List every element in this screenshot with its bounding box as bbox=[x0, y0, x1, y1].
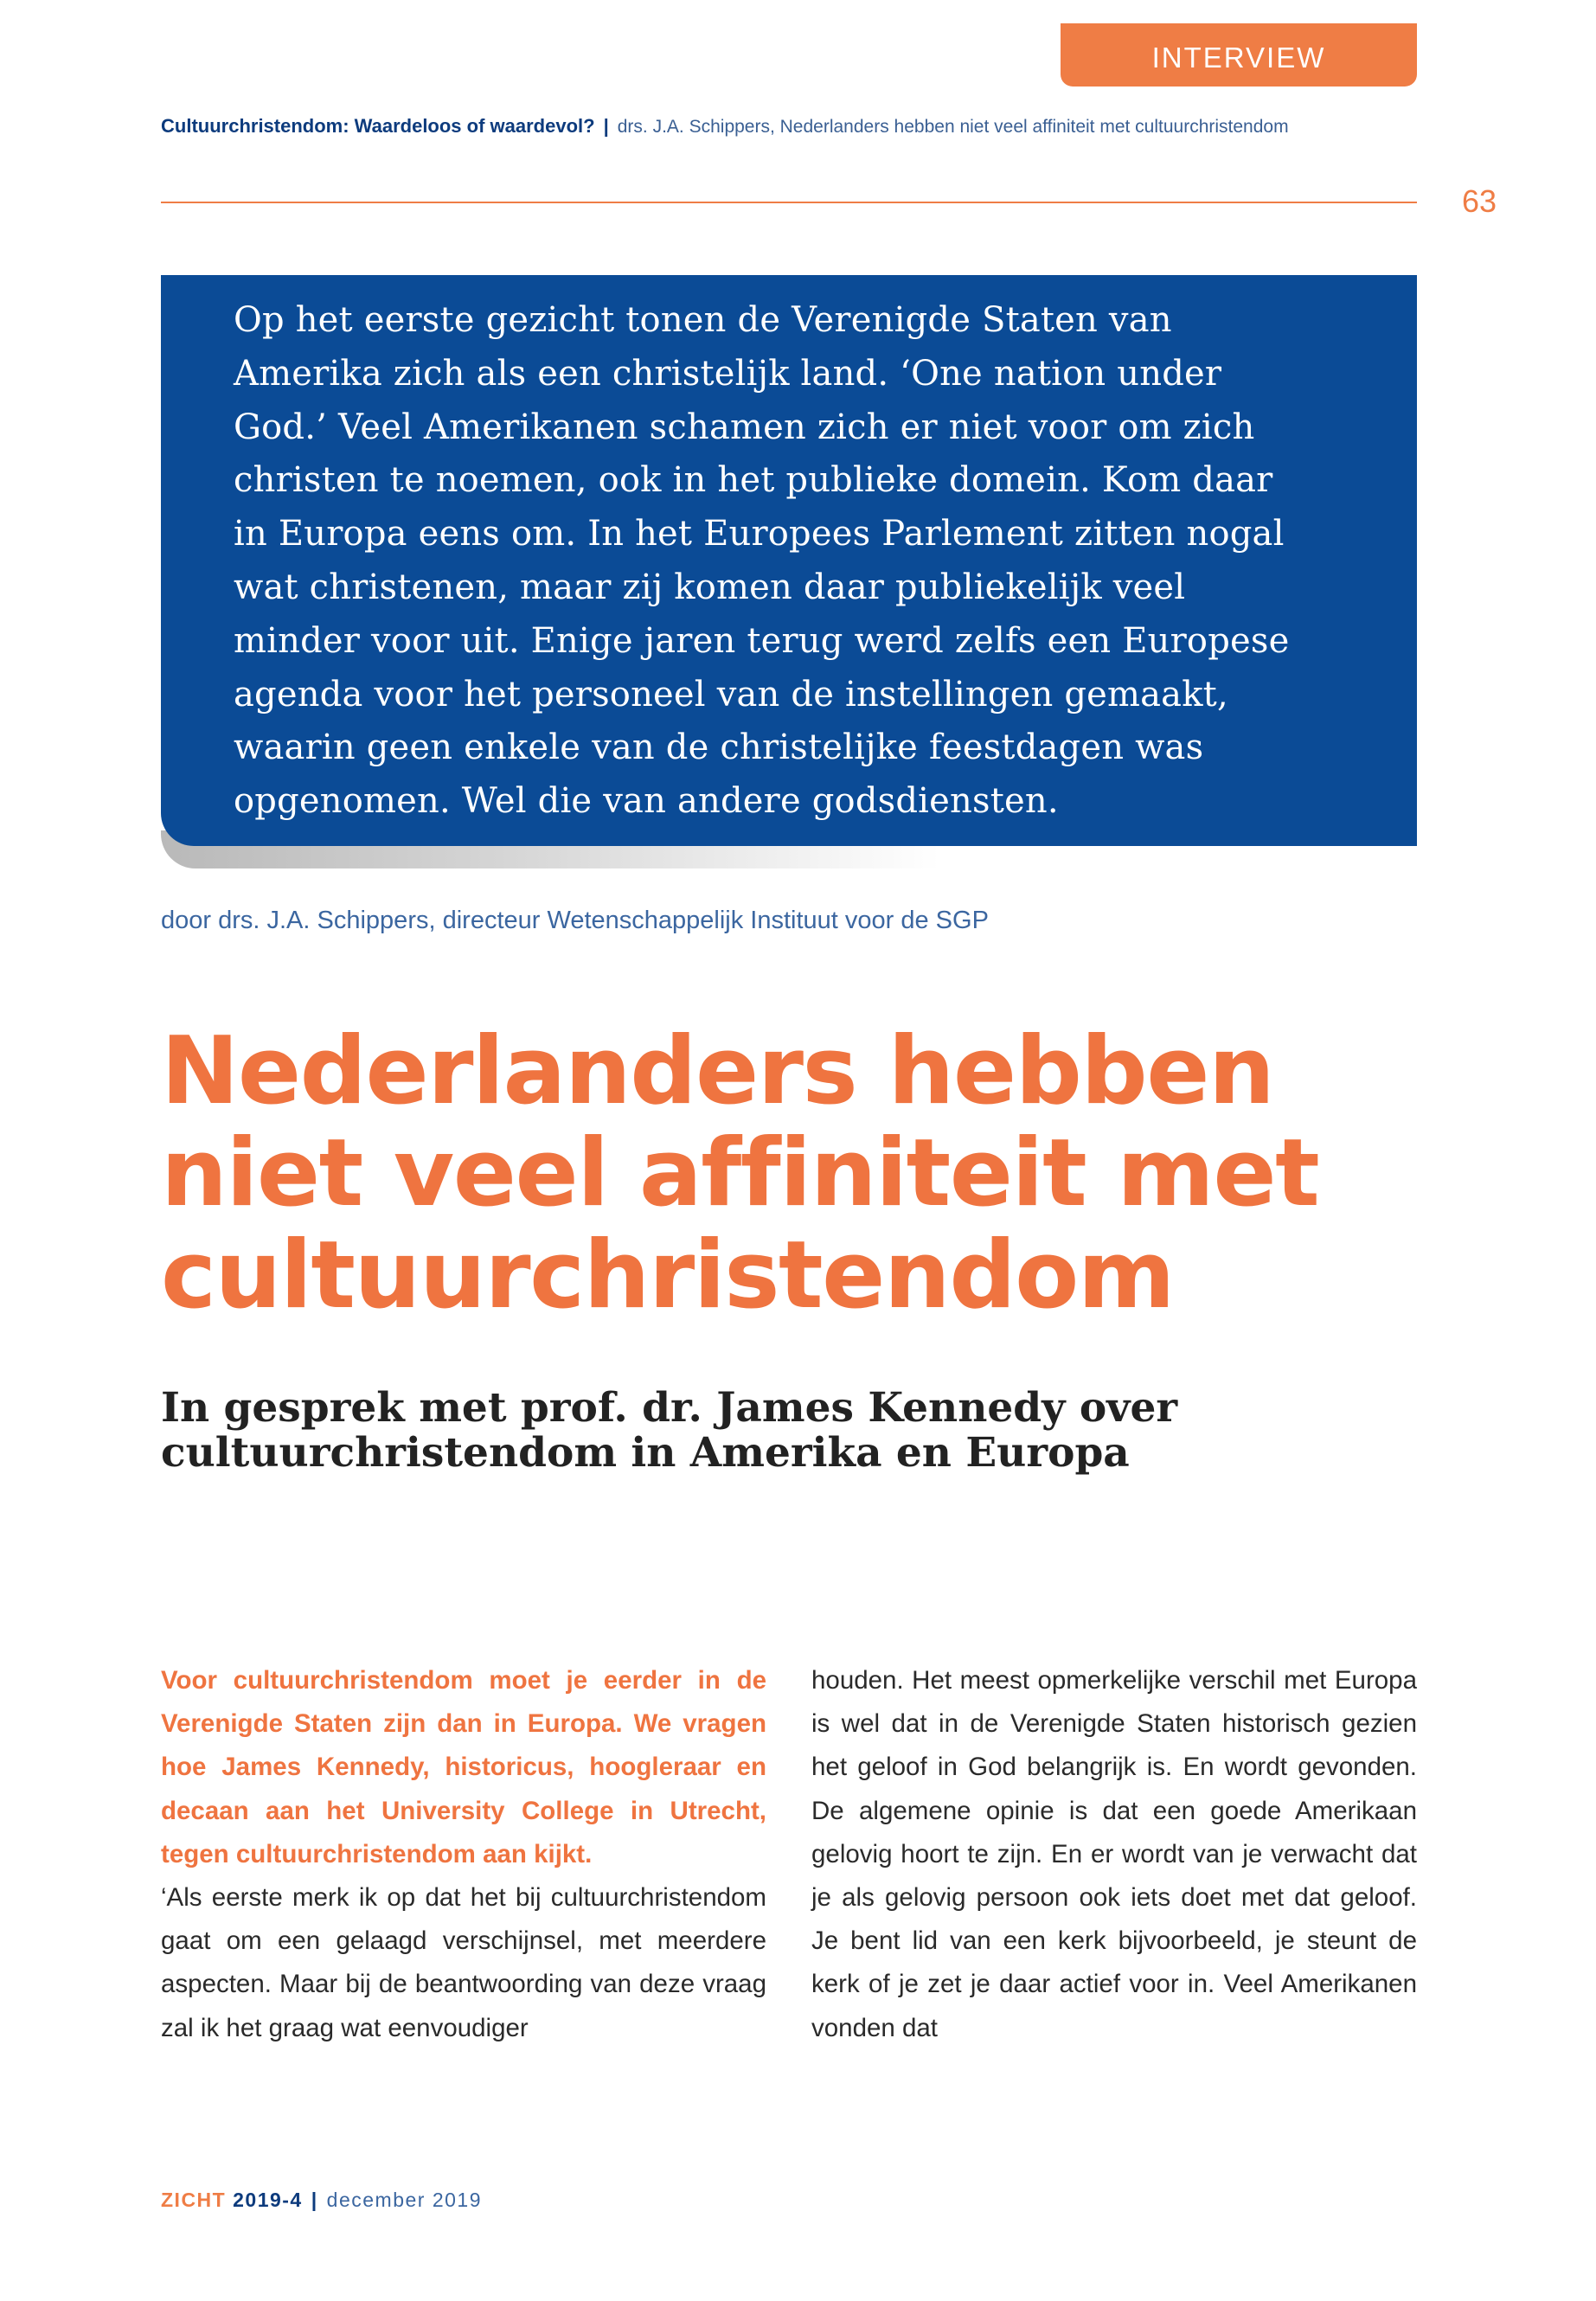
body-column-right bbox=[811, 1659, 1417, 2050]
body-paragraph: houden. Het meest opmerkelijke verschil met Europa is wel dat in de Verenigde Staten historisch gezien het geloof in God belangrijk is. En wordt gevonden. De algemene opinie is dat een goede Amerikaan gelovig hoort te zijn. En er wordt van je verwacht dat je als gelovig persoon ook iets doet met dat geloof. Je bent lid van een kerk bijvoorbeeld, je steunt de kerk of je zet je daar actief voor in. Veel Amerikanen vonden dat bbox=[811, 1666, 1417, 2042]
section-tab-label: INTERVIEW bbox=[1151, 41, 1326, 74]
lead-paragraph: Voor cultuurchristendom moet je eerder in de Verenigde Staten zijn dan in Europa. We vragen hoe James Kennedy, historicus, hoogleraar en decaan aan het University College in Utrecht, tegen cultuurchristendom aan kijkt. bbox=[161, 1666, 766, 1868]
page-number: 63 bbox=[1462, 183, 1497, 219]
article-reference: drs. J.A. Schippers, Nederlanders hebben niet veel affiniteit met cultuurchristendom bbox=[617, 117, 1289, 137]
issue-date: december 2019 bbox=[326, 2189, 483, 2211]
header-divider bbox=[161, 202, 1417, 203]
page-footer bbox=[161, 2189, 939, 2220]
footer-separator: | bbox=[311, 2189, 318, 2211]
issue-number: 2019-4 bbox=[233, 2189, 303, 2211]
subtitle-line: cultuurchristendom in Amerika en Europa bbox=[161, 1429, 1130, 1477]
running-header bbox=[161, 112, 1417, 140]
intro-text: Op het eerste gezicht tonen de Verenigde Staten van Amerika zich als een christelijk land. ‘One nation under God.’ Veel Amerikanen schamen zich er niet voor om zich christen te noemen, ook in het publieke domein. Kom daar in Europa eens om. In het Europees Parlement zitten nogal wat christenen, maar zij komen daar publiekelijk veel minder voor uit. Enige jaren terug werd zelfs een Europese agenda voor het personeel van de instellingen gemaakt, waarin geen enkele van de christelijke feestdagen was opgenomen. Wel die van andere godsdiensten. bbox=[234, 300, 1290, 822]
title-line: cultuurchristendom bbox=[161, 1221, 1174, 1330]
section-tab bbox=[1061, 23, 1417, 87]
byline: door drs. J.A. Schippers, directeur Wetenschappelijk Instituut voor de SGP bbox=[161, 907, 989, 934]
header-separator: | bbox=[603, 115, 609, 137]
series-title: Cultuurchristendom: Waardeloos of waardevol? bbox=[161, 115, 595, 137]
intro-box bbox=[161, 275, 1417, 846]
title-line: Nederlanders hebben bbox=[161, 1017, 1274, 1125]
body-column-left bbox=[161, 1659, 766, 2050]
title-line: niet veel affiniteit met bbox=[161, 1119, 1319, 1227]
subtitle-line: In gesprek met prof. dr. James Kennedy over bbox=[161, 1384, 1178, 1432]
body-paragraph: ‘Als eerste merk ik op dat het bij cultuurchristendom gaat om een gelaagd verschijnsel, met meerdere aspecten. Maar bij de beantwoording van deze vraag zal ik het graag wat eenvoudiger bbox=[161, 1883, 766, 2042]
magazine-name: ZICHT bbox=[161, 2189, 227, 2211]
article-title bbox=[161, 1017, 1417, 1330]
article-subtitle bbox=[161, 1386, 1417, 1476]
